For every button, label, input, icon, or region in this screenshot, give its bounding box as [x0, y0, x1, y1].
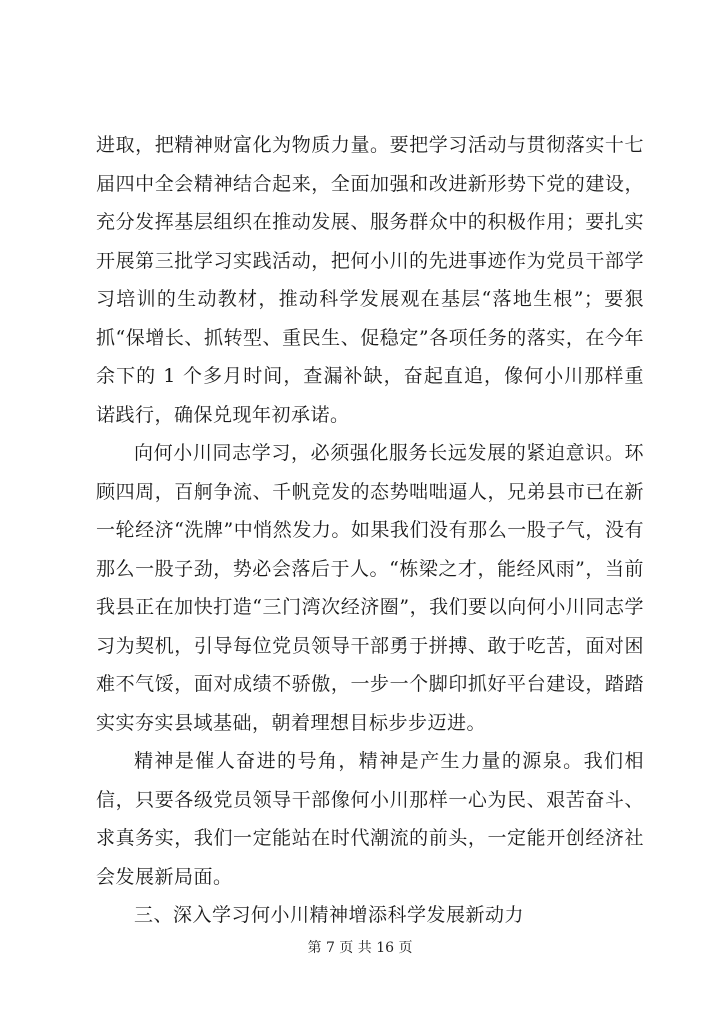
paragraph-spirit: 精神是催人奋进的号角，精神是产生力量的源泉。我们相信，只要各级党员领导干部像何小川那样一心为民、艰苦奋斗、求真务实，我们一定能站在时代潮流的前头，一定能开创经济社会发展新局面。 — [96, 750, 644, 888]
document-body — [96, 126, 644, 935]
paragraph-continuation: 进取，把精神财富化为物质力量。要把学习活动与贯彻落实十七届四中全会精神结合起来，全面加强和改进新形势下党的建设，充分发挥基层组织在推动发展、服务群众中的积极作用；要扎实开展第三批学习实践活动，把何小川的先进事迹作为党员干部学习培训的生动教材，推动科学发展观在基层“落地生根”；要狠抓“保增长、抓转型、重民生、促稳定”各项任务的落实，在今年余下的 1 个多月时间，查漏补缺，奋起直追，像何小川那样重诺践行，确保兑现年初承诺。 — [96, 134, 644, 426]
section-heading: 三、深入学习何小川精神增添科学发展新动力 — [134, 904, 525, 926]
page-footer: 第 7 页 共 16 页 — [307, 940, 413, 956]
paragraph-urgency: 向何小川同志学习，必须强化服务长远发展的紧迫意识。环顾四周，百舸争流、千帆竞发的态势咄咄逼人，兄弟县市已在新一轮经济“洗牌”中悄然发力。如果我们没有那么一股子气，没有那么一股子劲，势必会落后于人。“栋梁之才，能经风雨”，当前我县正在加快打造“三门湾次经济圈”，我们要以向何小川同志学习为契机，引导每位党员领导干部勇于拼搏、敢于吃苦，面对困难不气馁，面对成绩不骄傲，一步一个脚印抓好平台建设，踏踏实实夯实县域基础，朝着理想目标步步迈进。 — [96, 442, 644, 734]
